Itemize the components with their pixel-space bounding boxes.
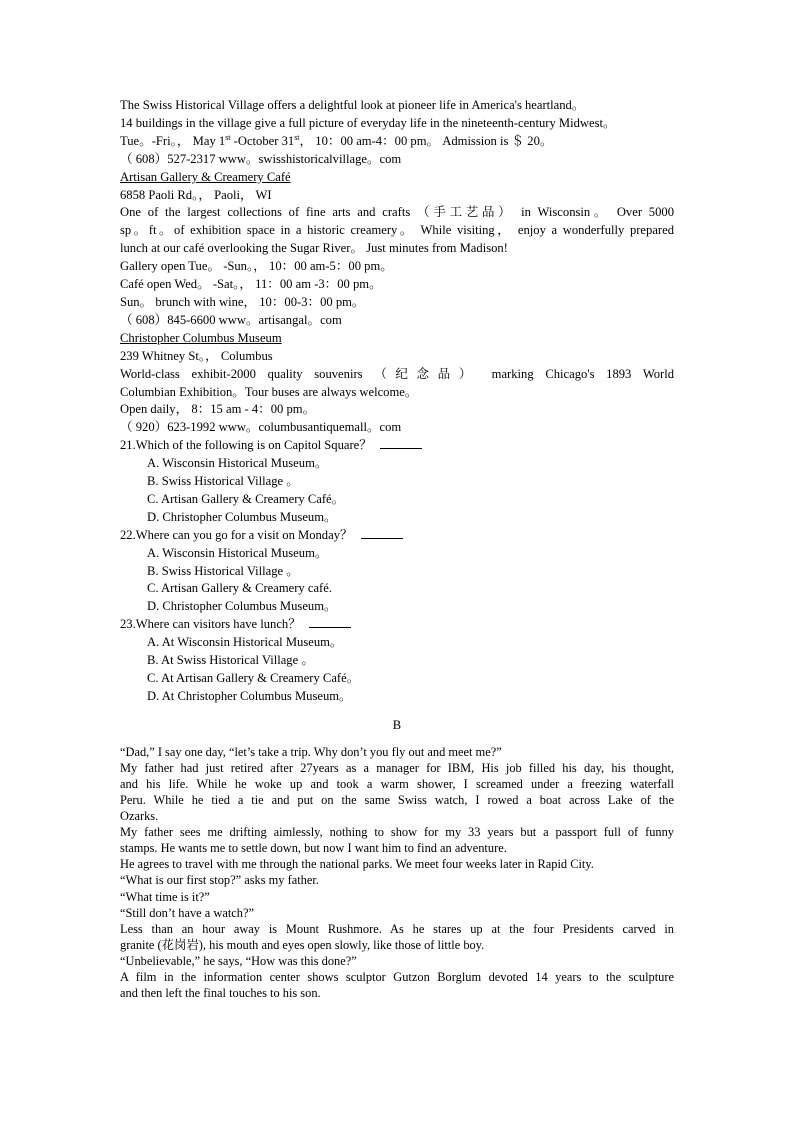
answer-blank	[361, 527, 403, 539]
swiss-village-section	[120, 97, 674, 169]
answer-option: A. Wisconsin Historical Museum。	[147, 456, 328, 471]
artisan-desc-line: lunch at our café overlooking the Sugar River。 Just minutes from Madison!	[120, 241, 508, 256]
artisan-cafe-hours: Café open Wed。 -Sat。， 11：00 am -3：00 pm。	[120, 277, 382, 292]
answer-option: D. At Christopher Columbus Museum。	[147, 688, 352, 703]
passage-line: Less than an hour away is Mount Rushmore. As he stares up at the four Presidents carved in	[120, 921, 674, 936]
passage-line: He agrees to travel with me through the national parks. We meet four weeks later in Rapid City.	[120, 857, 594, 872]
artisan-gallery-hours: Gallery open Tue。 -Sun。， 10：00 am-5：00 pm。	[120, 259, 393, 274]
question-21	[120, 437, 674, 527]
artisan-address: 6858 Paoli Rd。， Paoli， WI	[120, 187, 272, 202]
artisan-desc-line: One of the largest collections of fine arts and crafts （手工艺品） in Wisconsin。 Over 5000	[120, 205, 674, 220]
passage-line: and then left the final touches to his son.	[120, 986, 321, 1001]
columbus-contact-line: （ 920）623-1992 www。columbusantiquemall。com	[120, 420, 402, 435]
answer-option: C. At Artisan Gallery & Creamery Café。	[147, 671, 360, 685]
answer-option: D. Christopher Columbus Museum。	[147, 599, 337, 614]
passage-line: “Still don’t have a watch?”	[120, 905, 254, 920]
question-23	[120, 616, 674, 706]
columbus-desc-line: World-class exhibit-2000 quality souvenirs （纪念品） marking Chicago's 1893 World	[120, 366, 674, 381]
artisan-heading: Artisan Gallery & Creamery Café	[120, 169, 291, 184]
answer-option: C. Artisan Gallery & Creamery Café。	[147, 491, 345, 506]
artisan-brunch-hours: Sun。 brunch with wine， 10：00-3：00 pm。	[120, 294, 365, 309]
question-22	[120, 527, 674, 617]
artisan-desc-line: sp。ft。of exhibition space in a historic creamery。 While visiting， enjoy a wonderfully prepared	[120, 223, 674, 238]
passage-line: “What time is it?”	[120, 889, 210, 904]
answer-option: B. Swiss Historical Village 。	[147, 474, 299, 489]
columbus-address: 239 Whitney St。， Columbus	[120, 348, 273, 363]
passage-line: “Unbelievable,” he says, “How was this done?”	[120, 953, 357, 968]
passage-line: A film in the information center shows sculptor Gutzon Borglum devoted 14 years to the sculpture	[120, 970, 674, 985]
answer-option: D. Christopher Columbus Museum。	[147, 509, 337, 524]
artisan-contact-line: （ 608）845-6600 www。artisangal。com	[120, 312, 342, 327]
section-b-passage	[120, 744, 674, 1002]
passage-line: “What is our first stop?” asks my father.	[120, 873, 319, 888]
question-stem: 22.Where can you go for a visit on Monday？	[120, 527, 674, 545]
passage-line: My father sees me drifting aimlessly, nothing to show for my 33 years but a passport full of funny	[120, 825, 674, 840]
answer-option: A. At Wisconsin Historical Museum。	[147, 635, 343, 650]
passage-line: stamps. He wants me to settle down, but now I want him to find an adventure.	[120, 841, 507, 856]
document-page	[120, 97, 674, 1001]
passage-line: Ozarks.	[120, 809, 159, 824]
answer-option: B. At Swiss Historical Village 。	[147, 653, 314, 668]
swiss-intro-line: The Swiss Historical Village offers a delightful look at pioneer life in America's heartland。	[120, 98, 585, 112]
passage-line: and his life. While he woke up and took a warm shower, I screamed under a freezing waterfall	[120, 776, 674, 791]
artisan-gallery-section	[120, 169, 674, 330]
swiss-hours-line: Tue。-Fri。， May 1st -October 31st， 10：00 am-4：00 pm。 Admission is ＄ 20。	[120, 132, 553, 148]
passage-line: granite (花岗岩), his mouth and eyes open slowly, like those of little boy.	[120, 937, 485, 952]
columbus-museum-section	[120, 330, 674, 437]
passage-line: My father had just retired after 27years as a manager for IBM, His job filled his day, his thought,	[120, 760, 674, 775]
answer-option: A. Wisconsin Historical Museum。	[147, 545, 328, 560]
swiss-contact-line: （ 608）527-2317 www。swisshistoricalvillage。com	[120, 151, 402, 166]
passage-line: “Dad,” I say one day, “let’s take a trip. Why don’t you fly out and meet me?”	[120, 744, 502, 759]
question-stem: 23.Where can visitors have lunch？	[120, 616, 674, 634]
columbus-hours: Open daily， 8：15 am - 4：00 pm。	[120, 402, 316, 417]
answer-option: C. Artisan Gallery & Creamery café.	[147, 581, 332, 596]
answer-blank	[380, 437, 422, 449]
answer-option: B. Swiss Historical Village 。	[147, 563, 299, 578]
question-stem: 21.Which of the following is on Capitol Square？	[120, 437, 674, 455]
section-b-label: B	[392, 717, 402, 732]
columbus-desc-line: Columbian Exhibition。Tour buses are always welcome。	[120, 384, 418, 399]
answer-blank	[309, 616, 351, 628]
swiss-buildings-line: 14 buildings in the village give a full picture of everyday life in the nineteenth-century Midwest。	[120, 115, 616, 130]
passage-line: Peru. While he tied a tie and put on the same Swiss watch, I rowed a boat across Lake of the	[120, 793, 674, 807]
columbus-heading: Christopher Columbus Museum	[120, 330, 282, 345]
